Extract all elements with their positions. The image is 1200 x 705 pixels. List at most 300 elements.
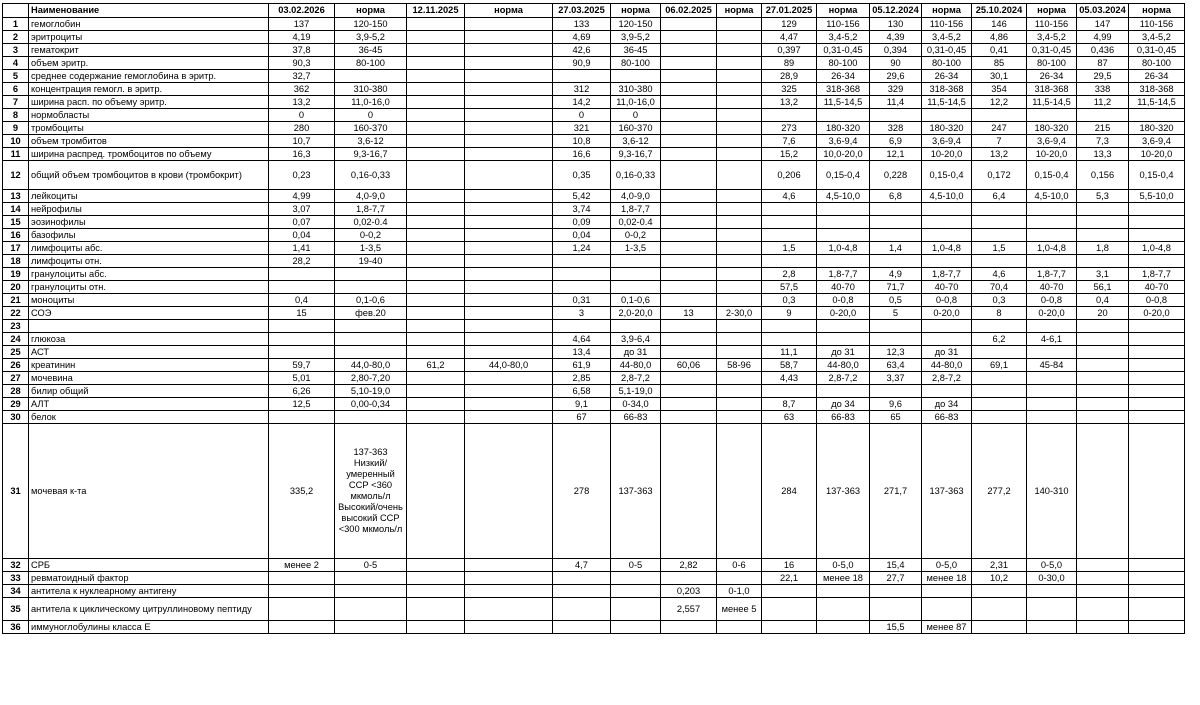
value-cell: 11,4 <box>870 96 922 109</box>
value-cell <box>269 333 335 346</box>
value-cell <box>661 148 717 161</box>
norm-cell <box>465 190 553 203</box>
norm-cell: 0-0,2 <box>611 229 661 242</box>
value-cell: 0,4 <box>1077 294 1129 307</box>
value-cell: 277,2 <box>972 424 1027 559</box>
row-name: билир общий <box>29 385 269 398</box>
value-cell: 335,2 <box>269 424 335 559</box>
norm-cell <box>465 294 553 307</box>
norm-cell: 0,02-0.4 <box>611 216 661 229</box>
value-cell <box>407 135 465 148</box>
row-number: 24 <box>3 333 29 346</box>
row-number: 33 <box>3 572 29 585</box>
norm-cell: 3,6-9,4 <box>1129 135 1185 148</box>
table-row <box>3 585 1185 598</box>
norm-cell <box>817 385 870 398</box>
value-cell: 0,04 <box>269 229 335 242</box>
row-name: ширина расп. по объему эритр. <box>29 96 269 109</box>
value-cell <box>972 109 1027 122</box>
value-cell <box>407 203 465 216</box>
table-row <box>3 281 1185 294</box>
value-cell <box>407 18 465 31</box>
value-cell <box>972 385 1027 398</box>
value-cell <box>1077 109 1129 122</box>
norm-cell <box>465 83 553 96</box>
value-cell: 70,4 <box>972 281 1027 294</box>
header-cell: норма <box>922 4 972 18</box>
norm-cell: 19-40 <box>335 255 407 268</box>
norm-cell <box>1129 203 1185 216</box>
norm-cell: 0,31-0,45 <box>1027 44 1077 57</box>
value-cell <box>407 307 465 320</box>
value-cell <box>762 621 817 634</box>
value-cell <box>870 203 922 216</box>
header-cell: норма <box>465 4 553 18</box>
norm-cell <box>717 424 762 559</box>
value-cell <box>407 190 465 203</box>
value-cell <box>407 598 465 621</box>
norm-cell: 1,0-4,8 <box>1129 242 1185 255</box>
value-cell: 12,2 <box>972 96 1027 109</box>
norm-cell: 1,8-7,7 <box>922 268 972 281</box>
table-row <box>3 242 1185 255</box>
norm-cell <box>922 320 972 333</box>
value-cell: 59,7 <box>269 359 335 372</box>
norm-cell: 0-0,8 <box>817 294 870 307</box>
value-cell: 63 <box>762 411 817 424</box>
value-cell <box>407 44 465 57</box>
norm-cell: 0 <box>335 109 407 122</box>
value-cell <box>762 385 817 398</box>
norm-cell <box>465 216 553 229</box>
row-number: 35 <box>3 598 29 621</box>
value-cell <box>870 598 922 621</box>
norm-cell: 0,1-0,6 <box>611 294 661 307</box>
value-cell: 15,4 <box>870 559 922 572</box>
norm-cell: 0-6 <box>717 559 762 572</box>
norm-cell: 0,16-0,33 <box>611 161 661 190</box>
header-cell: 12.11.2025 <box>407 4 465 18</box>
table-row <box>3 229 1185 242</box>
row-name: моноциты <box>29 294 269 307</box>
value-cell: 2,31 <box>972 559 1027 572</box>
value-cell: 13,2 <box>762 96 817 109</box>
norm-cell: 137-363 <box>922 424 972 559</box>
norm-cell: 40-70 <box>922 281 972 294</box>
row-name: СРБ <box>29 559 269 572</box>
value-cell <box>407 411 465 424</box>
value-cell: 28,2 <box>269 255 335 268</box>
value-cell <box>407 559 465 572</box>
value-cell: 0,3 <box>762 294 817 307</box>
value-cell <box>269 320 335 333</box>
norm-cell: 44,0-80,0 <box>465 359 553 372</box>
norm-cell: до 31 <box>611 346 661 359</box>
norm-cell: 160-370 <box>335 122 407 135</box>
value-cell <box>661 135 717 148</box>
value-cell: 1,5 <box>762 242 817 255</box>
norm-cell <box>611 621 661 634</box>
norm-cell: 110-156 <box>922 18 972 31</box>
row-number: 25 <box>3 346 29 359</box>
value-cell <box>1077 398 1129 411</box>
value-cell <box>1077 424 1129 559</box>
value-cell: 3 <box>553 307 611 320</box>
norm-cell: фев.20 <box>335 307 407 320</box>
value-cell: 328 <box>870 122 922 135</box>
norm-cell <box>922 203 972 216</box>
norm-cell <box>817 621 870 634</box>
value-cell <box>1077 216 1129 229</box>
row-number: 14 <box>3 203 29 216</box>
value-cell: 1,8 <box>1077 242 1129 255</box>
value-cell: 11,2 <box>1077 96 1129 109</box>
value-cell: 6,8 <box>870 190 922 203</box>
value-cell: 57,5 <box>762 281 817 294</box>
value-cell <box>870 320 922 333</box>
norm-cell: 0,31-0,45 <box>817 44 870 57</box>
value-cell <box>762 203 817 216</box>
row-name: нормобласты <box>29 109 269 122</box>
value-cell: 338 <box>1077 83 1129 96</box>
norm-cell <box>717 44 762 57</box>
table-row <box>3 135 1185 148</box>
row-name: объем эритр. <box>29 57 269 70</box>
norm-cell <box>717 190 762 203</box>
value-cell <box>269 281 335 294</box>
norm-cell <box>717 31 762 44</box>
value-cell <box>661 161 717 190</box>
norm-cell <box>1129 372 1185 385</box>
value-cell: 4,7 <box>553 559 611 572</box>
norm-cell: 11,5-14,5 <box>1027 96 1077 109</box>
value-cell <box>972 621 1027 634</box>
value-cell <box>661 424 717 559</box>
value-cell <box>661 44 717 57</box>
value-cell <box>269 411 335 424</box>
table-body <box>3 4 1185 634</box>
value-cell <box>870 385 922 398</box>
table-row <box>3 161 1185 190</box>
header-cell: 03.02.2026 <box>269 4 335 18</box>
norm-cell <box>717 621 762 634</box>
norm-cell <box>1129 346 1185 359</box>
table-row <box>3 44 1185 57</box>
value-cell <box>553 621 611 634</box>
row-name: антитела к нуклеарному антигену <box>29 585 269 598</box>
norm-cell: 1,8-7,7 <box>335 203 407 216</box>
norm-cell <box>1027 411 1077 424</box>
value-cell <box>661 385 717 398</box>
norm-cell: 137-363 Низкий/умеренный ССР <360 мкмоль/л Высокий/очень высокий ССР <300 мкмоль/л <box>335 424 407 559</box>
header-cell: норма <box>817 4 870 18</box>
row-name: креатинин <box>29 359 269 372</box>
table-row <box>3 559 1185 572</box>
row-number: 17 <box>3 242 29 255</box>
norm-cell <box>717 320 762 333</box>
row-name: эритроциты <box>29 31 269 44</box>
norm-cell <box>1027 229 1077 242</box>
norm-cell: 3,6-9,4 <box>817 135 870 148</box>
norm-cell <box>717 216 762 229</box>
value-cell <box>972 585 1027 598</box>
norm-cell <box>1129 359 1185 372</box>
row-number: 4 <box>3 57 29 70</box>
norm-cell <box>1027 216 1077 229</box>
norm-cell: 110-156 <box>1027 18 1077 31</box>
norm-cell <box>922 216 972 229</box>
value-cell: 0,156 <box>1077 161 1129 190</box>
value-cell: 15,2 <box>762 148 817 161</box>
norm-cell <box>611 268 661 281</box>
norm-cell: 80-100 <box>335 57 407 70</box>
norm-cell: 0,16-0,33 <box>335 161 407 190</box>
norm-cell: 120-150 <box>611 18 661 31</box>
norm-cell: 2-30,0 <box>717 307 762 320</box>
header-cell: 27.01.2025 <box>762 4 817 18</box>
value-cell: 10,2 <box>972 572 1027 585</box>
norm-cell <box>1027 372 1077 385</box>
norm-cell <box>1027 385 1077 398</box>
norm-cell: 80-100 <box>1129 57 1185 70</box>
norm-cell: менее 18 <box>817 572 870 585</box>
norm-cell <box>465 229 553 242</box>
value-cell <box>661 242 717 255</box>
value-cell: 4,47 <box>762 31 817 44</box>
row-name: гематокрит <box>29 44 269 57</box>
norm-cell <box>1129 411 1185 424</box>
norm-cell: 5,10-19,0 <box>335 385 407 398</box>
norm-cell: 44-80,0 <box>611 359 661 372</box>
value-cell: 0,203 <box>661 585 717 598</box>
norm-cell <box>465 96 553 109</box>
row-name: базофилы <box>29 229 269 242</box>
value-cell: 8,7 <box>762 398 817 411</box>
value-cell: 0,5 <box>870 294 922 307</box>
row-number: 6 <box>3 83 29 96</box>
norm-cell: 1,8-7,7 <box>1027 268 1077 281</box>
norm-cell: 1-3,5 <box>611 242 661 255</box>
norm-cell <box>922 385 972 398</box>
norm-cell: 26-34 <box>1027 70 1077 83</box>
norm-cell: 2,0-20,0 <box>611 307 661 320</box>
norm-cell <box>1129 333 1185 346</box>
norm-cell: 0,15-0,4 <box>817 161 870 190</box>
norm-cell <box>335 333 407 346</box>
table-row <box>3 268 1185 281</box>
norm-cell: 1,8-7,7 <box>817 268 870 281</box>
table-row <box>3 96 1185 109</box>
value-cell: 273 <box>762 122 817 135</box>
norm-cell <box>1027 255 1077 268</box>
row-name: иммуноглобулины класса Е <box>29 621 269 634</box>
value-cell <box>972 216 1027 229</box>
value-cell <box>1077 346 1129 359</box>
norm-cell <box>717 281 762 294</box>
norm-cell <box>465 424 553 559</box>
norm-cell <box>922 585 972 598</box>
value-cell <box>407 585 465 598</box>
value-cell <box>1077 621 1129 634</box>
norm-cell <box>465 307 553 320</box>
value-cell <box>661 255 717 268</box>
value-cell: 4,19 <box>269 31 335 44</box>
table-row <box>3 598 1185 621</box>
norm-cell: 2,80-7,20 <box>335 372 407 385</box>
value-cell: 146 <box>972 18 1027 31</box>
value-cell: 3,74 <box>553 203 611 216</box>
norm-cell: 3,4-5,2 <box>922 31 972 44</box>
norm-cell: 0-5,0 <box>1027 559 1077 572</box>
norm-cell <box>465 398 553 411</box>
norm-cell: 58-96 <box>717 359 762 372</box>
norm-cell: 110-156 <box>817 18 870 31</box>
row-name: белок <box>29 411 269 424</box>
row-number: 21 <box>3 294 29 307</box>
value-cell <box>661 411 717 424</box>
value-cell: 15,5 <box>870 621 922 634</box>
header-cell: 05.03.2024 <box>1077 4 1129 18</box>
value-cell: 0,436 <box>1077 44 1129 57</box>
row-name: концентрация гемогл. в эритр. <box>29 83 269 96</box>
lab-results-table <box>2 3 1185 634</box>
norm-cell <box>611 585 661 598</box>
row-name: лимфоциты отн. <box>29 255 269 268</box>
value-cell <box>407 242 465 255</box>
table-row <box>3 190 1185 203</box>
header-cell: 25.10.2024 <box>972 4 1027 18</box>
norm-cell <box>717 135 762 148</box>
value-cell <box>1077 333 1129 346</box>
value-cell <box>407 385 465 398</box>
row-number: 1 <box>3 18 29 31</box>
row-name: АЛТ <box>29 398 269 411</box>
value-cell <box>407 31 465 44</box>
norm-cell <box>1027 598 1077 621</box>
norm-cell <box>465 122 553 135</box>
table-row <box>3 398 1185 411</box>
value-cell <box>269 346 335 359</box>
row-number: 19 <box>3 268 29 281</box>
value-cell <box>407 229 465 242</box>
table-row <box>3 621 1185 634</box>
norm-cell <box>465 255 553 268</box>
header-cell-name: Наименование <box>29 4 269 18</box>
value-cell <box>1077 229 1129 242</box>
row-number: 29 <box>3 398 29 411</box>
value-cell: 329 <box>870 83 922 96</box>
value-cell <box>407 268 465 281</box>
value-cell <box>972 203 1027 216</box>
header-cell: норма <box>717 4 762 18</box>
value-cell <box>407 255 465 268</box>
norm-cell <box>1129 398 1185 411</box>
norm-cell <box>717 122 762 135</box>
value-cell: 14,2 <box>553 96 611 109</box>
norm-cell: до 31 <box>922 346 972 359</box>
norm-cell <box>465 268 553 281</box>
norm-cell <box>465 242 553 255</box>
value-cell <box>661 216 717 229</box>
norm-cell: 11,0-16,0 <box>335 96 407 109</box>
value-cell <box>661 333 717 346</box>
row-name: среднее содержание гемоглобина в эритр. <box>29 70 269 83</box>
norm-cell: 310-380 <box>335 83 407 96</box>
norm-cell <box>717 411 762 424</box>
norm-cell <box>465 31 553 44</box>
row-name: ширина распред. тромбоцитов по объему <box>29 148 269 161</box>
value-cell: 90,3 <box>269 57 335 70</box>
norm-cell: 80-100 <box>922 57 972 70</box>
value-cell: 7 <box>972 135 1027 148</box>
norm-cell: 80-100 <box>1027 57 1077 70</box>
norm-cell <box>717 57 762 70</box>
value-cell: 13 <box>661 307 717 320</box>
norm-cell <box>611 255 661 268</box>
norm-cell <box>465 203 553 216</box>
value-cell: 20 <box>1077 307 1129 320</box>
norm-cell: 137-363 <box>611 424 661 559</box>
norm-cell <box>1027 585 1077 598</box>
value-cell: 3,37 <box>870 372 922 385</box>
table-row <box>3 320 1185 333</box>
norm-cell <box>717 229 762 242</box>
norm-cell: 180-320 <box>922 122 972 135</box>
norm-cell: 0,02-0.4 <box>335 216 407 229</box>
norm-cell: 3,9-5,2 <box>611 31 661 44</box>
value-cell <box>870 109 922 122</box>
norm-cell <box>465 411 553 424</box>
value-cell: 42,6 <box>553 44 611 57</box>
value-cell: 16,3 <box>269 148 335 161</box>
value-cell <box>762 109 817 122</box>
value-cell: 4,43 <box>762 372 817 385</box>
norm-cell: 5,5-10,0 <box>1129 190 1185 203</box>
row-name: гранулоциты абс. <box>29 268 269 281</box>
value-cell: 4,39 <box>870 31 922 44</box>
norm-cell <box>717 242 762 255</box>
value-cell <box>553 585 611 598</box>
value-cell <box>762 229 817 242</box>
value-cell: 3,07 <box>269 203 335 216</box>
value-cell <box>661 190 717 203</box>
value-cell: менее 2 <box>269 559 335 572</box>
value-cell: 9,1 <box>553 398 611 411</box>
norm-cell: 160-370 <box>611 122 661 135</box>
value-cell <box>661 294 717 307</box>
row-number: 34 <box>3 585 29 598</box>
value-cell <box>972 411 1027 424</box>
value-cell: 12,3 <box>870 346 922 359</box>
norm-cell <box>1027 621 1077 634</box>
table-row <box>3 216 1185 229</box>
norm-cell <box>611 281 661 294</box>
value-cell <box>553 70 611 83</box>
value-cell <box>407 333 465 346</box>
row-number: 32 <box>3 559 29 572</box>
value-cell: 215 <box>1077 122 1129 135</box>
value-cell <box>661 229 717 242</box>
value-cell: 60,06 <box>661 359 717 372</box>
value-cell <box>661 70 717 83</box>
norm-cell <box>922 109 972 122</box>
norm-cell <box>817 203 870 216</box>
value-cell <box>1077 359 1129 372</box>
norm-cell: 318-368 <box>1027 83 1077 96</box>
value-cell <box>1077 585 1129 598</box>
norm-cell: 10-20,0 <box>1027 148 1077 161</box>
row-number: 26 <box>3 359 29 372</box>
